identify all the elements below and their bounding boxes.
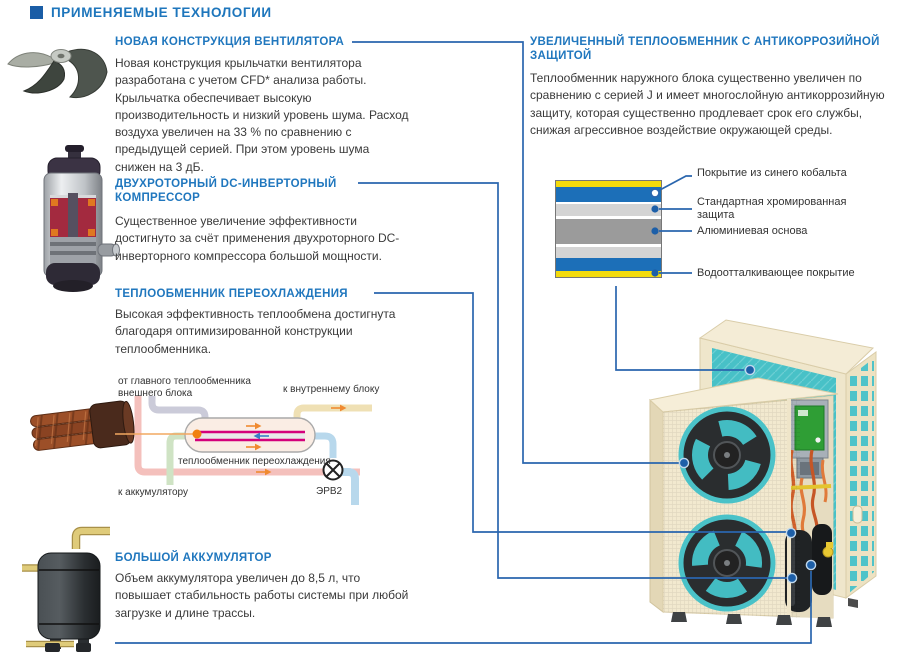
section-accumulator-title: БОЛЬШОЙ АККУМУЛЯТОР bbox=[115, 552, 272, 564]
section-subcooler-title: ТЕПЛООБМЕННИК ПЕРЕОХЛАЖДЕНИЯ bbox=[115, 288, 348, 300]
layer-blue-top bbox=[556, 187, 661, 202]
page-header bbox=[30, 5, 272, 20]
section-fan-body: Новая конструкция крыльчатки вентилятора разработана с учетом CFD* анализа работы. Крыльчатка обеспечивает высокую производительность и низкий уровень шума. Расход воздуха увеличен на 33 % по сравнению с предыдущей серией. При этом уровень шума снижен на 3 дБ. bbox=[115, 56, 409, 174]
accumulator-tank-illustration bbox=[20, 525, 122, 653]
diagram-label-exchanger: теплообменник переохлаждения bbox=[178, 456, 331, 467]
section-coating-body: Теплообменник наружного блока существенно увеличен по сравнению с серией J и имеет многослойную антикоррозийную защиту, которая существенно продлевает срок его службы, снижая агрессивное воздействие окружающей среды. bbox=[530, 71, 885, 137]
outdoor-unit-illustration bbox=[640, 300, 900, 660]
layer-chrome-bottom bbox=[556, 247, 661, 258]
section-subcooler-body: Высокая эффективность теплообмена достигнута благодаря оптимизированной конструкции теплообменника. bbox=[115, 307, 396, 356]
layer-label-chrome: Стандартная хромированная защита bbox=[697, 196, 847, 221]
top-fan bbox=[681, 409, 773, 501]
layer-label-aluminium: Алюминиевая основа bbox=[697, 225, 808, 237]
header-square-icon bbox=[30, 6, 43, 19]
section-compressor-title: ДВУХРОТОРНЫЙ DC-ИНВЕРТОРНЫЙ КОМПРЕССОР bbox=[115, 178, 337, 204]
bottom-fan bbox=[681, 517, 773, 609]
section-coating-title: УВЕЛИЧЕННЫЙ ТЕПЛООБМЕННИК С АНТИКОРРОЗИЙНОЙ ЗАЩИТОЙ bbox=[530, 36, 880, 62]
page-title: ПРИМЕНЯЕМЫЕ ТЕХНОЛОГИИ bbox=[51, 5, 272, 20]
diagram-label-to-accumulator: к аккумулятору bbox=[118, 487, 188, 498]
diagram-label-from-main-hx: от главного теплообменника внешнего блока bbox=[118, 376, 251, 399]
compressor-cutaway-illustration bbox=[30, 145, 120, 297]
layer-label-cobalt: Покрытие из синего кобальта bbox=[697, 167, 847, 179]
layer-blue-bottom bbox=[556, 258, 661, 271]
coating-layer-diagram bbox=[555, 180, 662, 278]
diagram-label-valve: ЭРВ2 bbox=[316, 486, 343, 497]
diagram-label-to-indoor-unit: к внутреннему блоку bbox=[283, 384, 380, 395]
section-compressor-body: Существенное увеличение эффективности достигнуто за счёт применения двухроторного DC-инверторного компрессора большой мощности. bbox=[115, 214, 400, 263]
connector-layer-cobalt bbox=[658, 176, 692, 191]
section-fan-title: НОВАЯ КОНСТРУКЦИЯ ВЕНТИЛЯТОРА bbox=[115, 36, 345, 48]
section-accumulator-body: Объем аккумулятора увеличен до 8,5 л, что повышает стабильность работы системы при любой загрузке и длине трассы. bbox=[115, 571, 409, 620]
fan-propeller-illustration bbox=[5, 38, 115, 110]
layer-aluminium-base bbox=[556, 219, 661, 244]
layer-chrome-top bbox=[556, 204, 661, 216]
layer-label-water-repellent: Водоотталкивающее покрытие bbox=[697, 267, 855, 279]
layer-water-repellent bbox=[556, 271, 661, 277]
